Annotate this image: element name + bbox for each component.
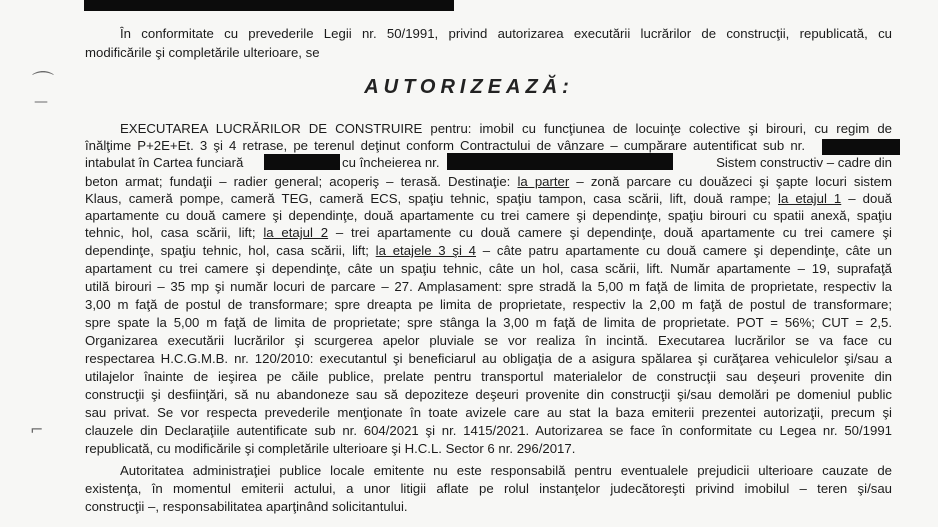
redaction-conclusion-number xyxy=(447,153,673,170)
body-line-8: dependinţe, spaţiu tehnic, hol, casa scării, lift; la etajele 3 şi 4 – câte patru apartamente cu două camere şi dependinţe, câte un xyxy=(85,243,892,258)
body-line-6: apartamente cu două camere şi dependinţe, două apartamente cu trei camere şi dependinţe, spaţiu birouri cu spatii anexă, spaţiu xyxy=(85,208,892,223)
intro-line-2: modificările şi completările ulterioare, se xyxy=(85,45,320,60)
margin-mark-dash: — xyxy=(34,94,48,110)
body-line-9: apartament cu trei camere şi dependinţe, câte un spaţiu tehnic, câte un hol, casa scării, lift. Număr apartamente – 19, suprafaţă xyxy=(85,261,892,276)
body-line-19: republicată, cu modificările şi completările ulterioare şi H.C.L. Sector 6 nr. 296/2017. xyxy=(85,441,576,456)
body-line-18: clauzele din Declaraţiile autentificate sub nr. 604/2021 şi nr. 1415/2021. Autorizarea se face în conformitate cu Legea nr. 50/1991 xyxy=(85,423,892,438)
redaction-land-register xyxy=(264,154,340,170)
document-heading: AUTORIZEAZĂ: xyxy=(364,76,574,98)
body-line-12: spre spate la 5,00 m faţă de limita de proprietate; spre stânga la 3,00 m faţă de limita de proprietate. POT = 56%; CUT = 2,5. xyxy=(85,315,892,330)
body-line-3c: Sistem constructiv – cadre din xyxy=(716,155,892,170)
body-line-2: înălţime P+2E+Et. 3 şi 4 retrase, pe terenul deţinut conform Contractului de vânzare – cumpărare autentificat sub nr. xyxy=(85,138,805,153)
redaction-contract-number xyxy=(822,139,900,155)
intro-line-1: În conformitate cu prevederile Legii nr. 50/1991, privind autorizarea executării lucrărilor de construcţii, republicată, cu xyxy=(120,26,892,41)
body-line-10: utilă birouri – 35 mp şi număr locuri de parcare – 27. Amplasament: spre stradă la 5,00 m faţă de limita de proprietate, respectiv la xyxy=(85,279,892,294)
closing-line-3: construcţii –, responsabilitatea aparţinând solicitantului. xyxy=(85,499,408,514)
body-line-1: EXECUTAREA LUCRĂRILOR DE CONSTRUIRE pentru: imobil cu funcţiunea de locuinţe colective şi birouri, cu regim de xyxy=(120,121,892,136)
redaction-top-bar xyxy=(84,0,454,11)
margin-mark-top: ⌒ xyxy=(32,71,55,96)
closing-line-1: Autoritatea administraţiei publice locale emitente nu este responsabilă pentru eventualele prejudicii ulterioare cauzate de xyxy=(120,463,892,478)
body-line-13: Organizarea executării lucrărilor şi scurgerea apelor pluviale se vor realiza în incintă. Executarea lucrărilor se va face cu xyxy=(85,333,892,348)
body-line-5: Klaus, cameră pompe, cameră TEG, cameră ECS, spaţiu tehnic, spaţiu tampon, casa scării, lift, două rampe; la etajul 1 – două xyxy=(85,191,892,206)
closing-line-2: existenţa, în momentul emiterii actului, a unor litigii aflate pe rolul instanţelor judecătoreşti privind imobilul – teren şi/sau xyxy=(85,481,892,496)
body-line-15: utilajelor înainte de ieşirea pe căile publice, prelate pentru transportul materialelor de construcţii sau deşeuri provenite din xyxy=(85,369,892,384)
body-line-11: 3,00 m faţă de postul de transformare; spre dreapta pe limita de proprietate, respectiv la 2,00 m faţă de postul de transformare; xyxy=(85,297,892,312)
body-line-17: sau privat. Se vor respecta prevederile menţionate în toate avizele care au stat la baza emiterii prezentei autorizaţii, precum şi xyxy=(85,405,892,420)
body-line-16: construcţii şi desfiinţări, să nu abandoneze sau să depoziteze deşeuri provenite din construcţii şi/sau demolări pe domeniul public xyxy=(85,387,892,402)
body-line-3b: cu încheierea nr. xyxy=(342,155,440,170)
margin-mark-bottom: ⌐ xyxy=(30,420,44,439)
body-line-7: tehnic, hol, casa scării, lift; la etajul 2 – trei apartamente cu două camere şi dependinţe, două apartamente cu trei camere şi xyxy=(85,225,892,240)
body-line-14: respectarea H.C.G.M.B. nr. 120/2010: executantul şi beneficiarul au obligaţia de a asigura spălarea şi curăţarea vehiculelor şi/sau a xyxy=(85,351,892,366)
body-line-3a: intabulat în Cartea funciară xyxy=(85,155,244,170)
body-line-4: beton armat; fundaţii – radier general; acoperiş – terasă. Destinaţie: la parter – zonă parcare cu douăzeci şi şapte locuri sistem xyxy=(85,174,892,189)
